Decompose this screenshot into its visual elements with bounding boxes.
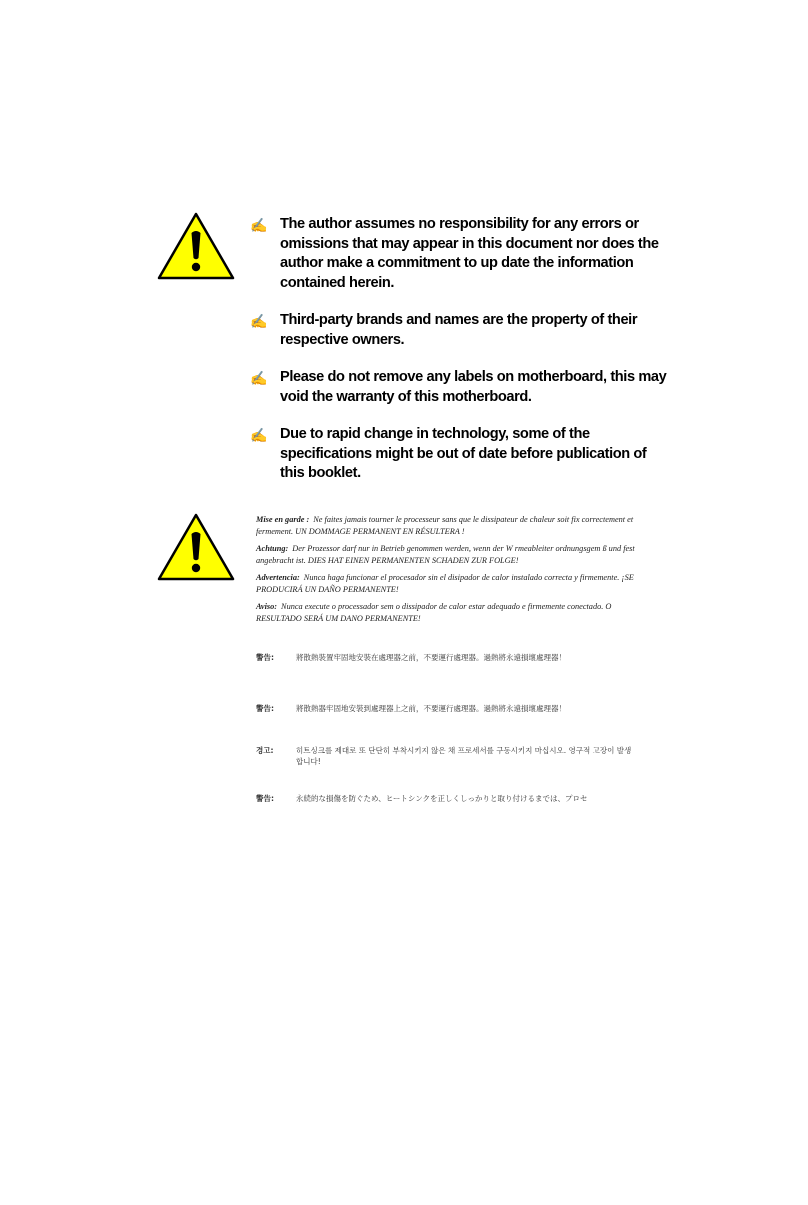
disclaimer-text: Third-party brands and names are the property of their respective owners. — [280, 312, 638, 348]
warning-text: Ne faites jamais tourner le processeur sans que le dissipateur de chaleur soit fix correctement et fermement. UN DOMMAGE PERMANENT EN RÉSULTERA ! — [256, 515, 634, 536]
pen-icon: ✍ — [250, 370, 268, 386]
warning-note-japanese — [256, 793, 646, 804]
warning-label: 경고: — [256, 746, 274, 755]
warning-label: Advertencia: — [256, 573, 300, 582]
disclaimer-item — [250, 425, 670, 484]
warning-label: Mise en garde : — [256, 515, 310, 524]
warning-triangle-icon — [156, 211, 236, 281]
disclaimer-item — [250, 215, 670, 293]
warning-note-portuguese — [256, 601, 640, 624]
warning-triangle-icon — [156, 512, 236, 582]
warning-text: 永続的な損傷を防ぐため、ヒートシンクを正しくしっかりと取り付けるまでは、プロセ — [296, 794, 588, 803]
warning-label: 警告: — [256, 794, 274, 803]
pen-icon: ✍ — [250, 313, 268, 329]
warning-label: 警告: — [256, 653, 274, 662]
warning-note-traditional-chinese — [256, 652, 646, 663]
warning-note-korean — [256, 745, 646, 767]
warning-text: 將散熱裝置牢固地安裝在處理器之前，不要運行處理器。過熱將永遠損壞處理器！ — [296, 653, 566, 662]
pen-icon: ✍ — [250, 217, 268, 233]
warning-note-simplified-chinese — [256, 703, 646, 714]
warning-label: Aviso: — [256, 602, 278, 611]
disclaimer-item — [250, 368, 670, 407]
heatsink-warnings — [256, 514, 640, 630]
warning-note-spanish — [256, 572, 640, 595]
disclaimer-text: The author assumes no responsibility for any errors or omissions that may appear in this document nor does the author make a commitment to up date the information contained herein. — [280, 216, 659, 291]
warning-note-french — [256, 514, 640, 537]
disclaimer-item — [250, 311, 670, 350]
warning-note-german — [256, 543, 640, 566]
warning-label: 警告: — [256, 704, 274, 713]
disclaimer-text: Due to rapid change in technology, some of the specifications might be out of date before publication of this booklet. — [280, 426, 647, 481]
warning-text: 將散熱器牢固地安裝到處理器上之前，不要運行處理器。過熱將永遠損壞處理器！ — [296, 704, 566, 713]
warning-text: 히트싱크를 제대로 또 단단히 부착시키지 않은 채 프로세서를 구동시키지 마십시오. 영구적 고장이 발생합니다! — [296, 746, 632, 766]
warning-text: Nunca execute o processador sem o dissipador de calor estar adequado e firmemente conectado. O RESULTADO SERÁ UM DANO PERMANENTE! — [256, 602, 612, 623]
disclaimer-list — [250, 215, 670, 502]
disclaimer-text: Please do not remove any labels on motherboard, this may void the warranty of this motherboard. — [280, 369, 667, 405]
pen-icon: ✍ — [250, 427, 268, 443]
warning-text: Der Prozessor darf nur in Betrieb genommen werden, wenn der W rmeableiter ordnungsgem ß und fest angebracht ist. DIES HAT EINEN PERMANENTEN SCHADEN ZUR FOLGE! — [256, 544, 635, 565]
warning-label: Achtung: — [256, 544, 289, 553]
warning-text: Nunca haga funcionar el procesador sin el disipador de calor instalado correcta y firmemente. ¡SE PRODUCIRÁ UN DAÑO PERMANENTE! — [256, 573, 634, 594]
